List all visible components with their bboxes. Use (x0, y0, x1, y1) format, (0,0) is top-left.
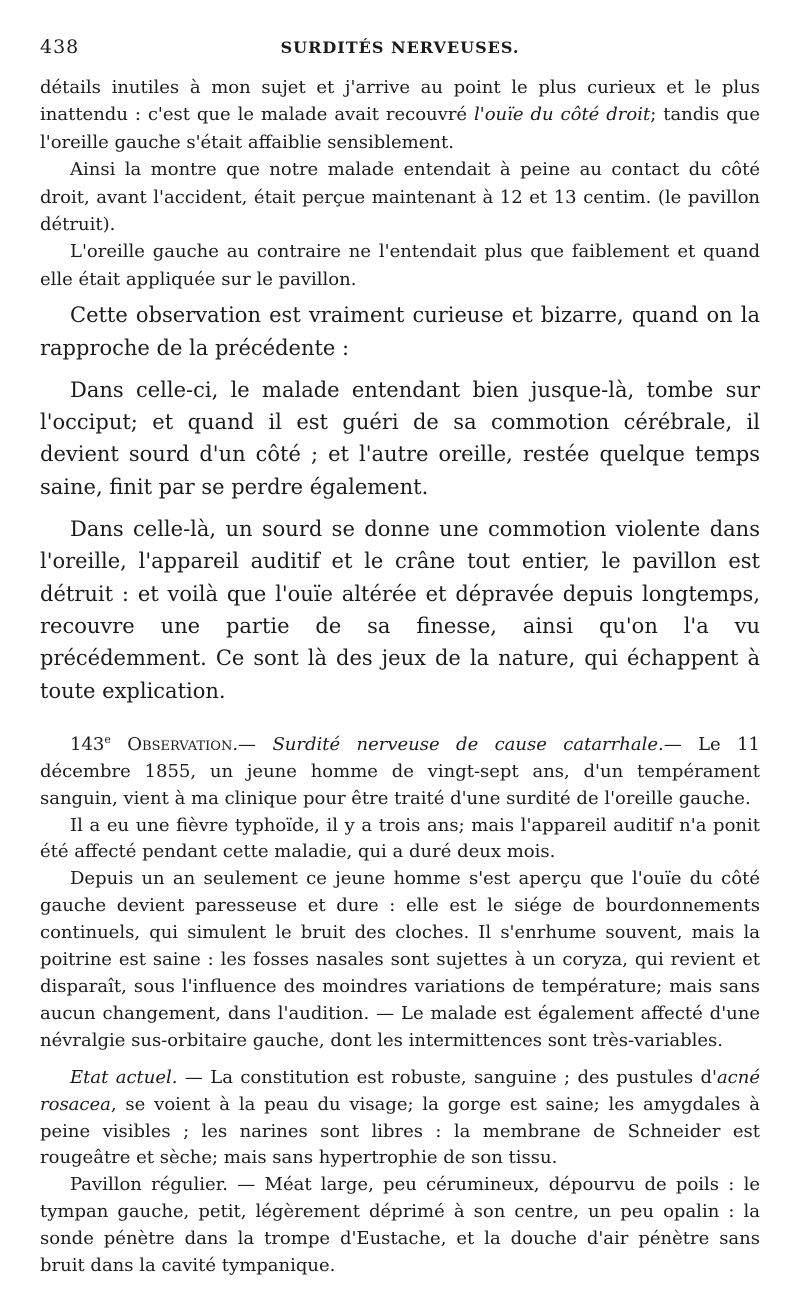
text-run: — (238, 733, 273, 755)
paragraph-typhoid: Il a eu une fièvre typhoïde, il y a trois ans; mais l'appareil auditif n'a ponit été affecté pendant cette maladie, qui a duré deux mois. (40, 814, 760, 863)
paragraph-comparison-intro: Cette observation est vraiment curieuse et bizarre, quand on la rapproche de la précédente : (40, 303, 760, 360)
page-body (40, 74, 760, 1280)
section-label-etat-actuel: Etat actuel. (70, 1066, 178, 1088)
observation-label: Observation. (127, 733, 239, 755)
paragraph-celle-la: Dans celle-là, un sourd se donne une commotion violente dans l'oreille, l'appareil auditif et le crâne tout entier, le pavillon est détruit : et voilà que l'ouïe altérée et dépravée depuis longtemps, recouvre une partie de sa finesse, ainsi qu'on l'a vu précédemment. Ce sont là des jeux de la nature, qui échappent à toute explication. (40, 517, 760, 703)
paragraph-pavillon: Pavillon régulier. — Méat large, peu cérumineux, dépourvu de poils : le tympan gauche, petit, légèrement déprimé à son centre, un peu opalin : la sonde pénètre dans la trompe d'Eustache, et la douche d'air pénètre sans bruit dans la cavité tympanique. (40, 1174, 760, 1277)
observation-heading-paragraph (40, 727, 760, 813)
paragraph-left-ear: L'oreille gauche au contraire ne l'entendait plus que faiblement et quand elle était appliquée sur le pavillon. (40, 241, 760, 290)
running-title: SURDITÉS NERVEUSES. (280, 38, 520, 57)
page-header (40, 36, 760, 60)
text-run: — La constitution est robuste, sanguine ; des pustules d' (177, 1066, 717, 1088)
page-number: 438 (40, 36, 80, 58)
text-run: , se voient à la peau du visage; la gorge est saine; les amygdales à peine visibles ; les narines sont libres : la membrane de Schneider est rougeâtre et sèche; mais sans hypertrophie de son tissu. (40, 1093, 760, 1169)
observation-title: Surdité nerveuse de cause catarrhale. (272, 733, 664, 755)
text-run: détails inutiles à mon sujet et j'arrive au point le plus curieux et le plus inattendu : c'est que le malade avait recouvré (40, 77, 760, 126)
observation-number: 143 (70, 733, 105, 755)
paragraph-history: Depuis un an seulement ce jeune homme s'est aperçu que l'ouïe du côté gauche devient paresseuse et dure : elle est le siége de bourdonnements continuels, qui simulent le bruit des cloches. Il s'enrhume souvent, mais la poitrine est saine : les fosses nasales sont sujettes à un coryza, qui revient et disparaît, sous l'influence des moindres variations de température; mais sans aucun changement, dans l'audition. — Le malade est également affecté d'une névralgie sus-orbitaire gauche, dont les intermittences sont très-variables. (40, 868, 760, 1051)
emphasis-right-ear: l'ouïe du côté droit (474, 104, 651, 126)
paragraph-watch-test: Ainsi la montre que notre malade entendait à peine au contact du côté droit, avant l'accident, était perçue maintenant à 12 et 13 centim. (le pavillon détruit). (40, 159, 760, 236)
observation-number-suffix: e (104, 732, 111, 746)
term-acne-rosacea: acné rosacea (40, 1066, 760, 1115)
paragraph-celle-ci: Dans celle-ci, le malade entendant bien jusque-là, tombe sur l'occiput; et quand il est guéri de sa commotion cérébrale, il devient sourd d'un côté ; et l'autre oreille, restée quelque temps saine, finit par se perdre également. (40, 377, 760, 499)
text-run: ; tandis que l'oreille gauche s'était affaiblie sensiblement. (40, 104, 760, 153)
paragraph-continuation (40, 74, 760, 156)
paragraph-current-state (40, 1065, 760, 1173)
text-run: — Le 11 décembre 1855, un jeune homme de vingt-sept ans, d'un tempérament sanguin, vient à ma clinique pour être traité d'une surdité de l'oreille gauche. (40, 733, 760, 809)
